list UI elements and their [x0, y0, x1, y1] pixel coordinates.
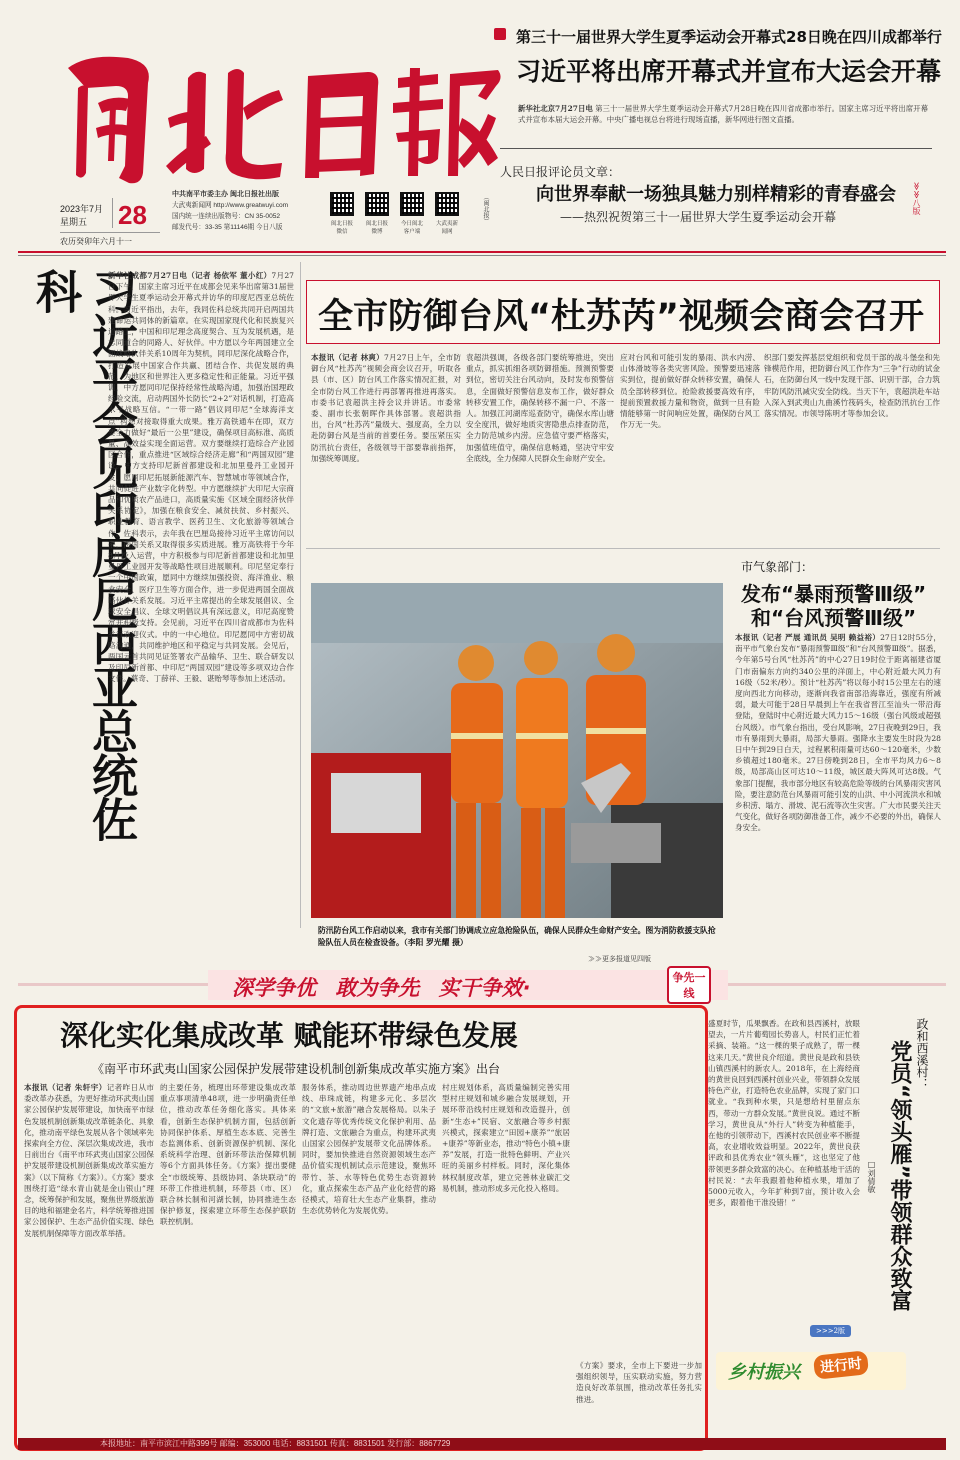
- top-news-body: 第三十一届世界大学生夏季运动会开幕式7月28日晚在四川省成都市举行。国家主席习近平将出席开幕式并宣布本届大运会开幕。中央广播电视总台将进行现场直播，新华网进行图文直播。: [518, 104, 928, 124]
- reform-headline[interactable]: 深化实化集成改革 赋能环带绿色发展: [60, 1019, 518, 1052]
- typhoon-headline[interactable]: 全市防御台风“杜苏芮”视频会商会召开: [318, 297, 925, 337]
- lunar-date: 农历癸卯年六月十一: [60, 237, 132, 246]
- top-news-kicker: 第三十一届世界大学生夏季运动会开幕式28日晚在四川成都举行: [516, 28, 942, 46]
- commentary-kicker: 人民日报评论员文章：: [500, 165, 621, 179]
- side-story-body: 盛夏时节，瓜果飘香。在政和县西溪村，放眼望去，一片片葡萄园长势喜人，村民们正忙着采摘、装箱。“这一棵的果子成熟了，帮一棵这来几天。”黄世良介绍道。黄世良是政和县铁山镇西溪村的新农人。2018年，在上海经商的黄世良回到西溪村创业兴业，带领群众发展特色产业，打造特色农业品牌，实现了家门口就业。“我到种水果，只是想给村里留点东西，带动一方群众发展。”黄世良说。通过不断学习，黄世良从“外行人”转变为种植能手，在他的引领带动下，西溪村农民创业率不断提高，农业增收效益明显。2022年，黄世良获评政和县优秀农业“领头雁”，这也坚定了他带领更多群众致富的决心。在种植基地干活的村民说：“去年我跟着他种植水果，增加了5000元收入，今年扩种到7亩，预计收入会更多，跟着他干准没错！”: [708, 1019, 860, 1208]
- issue-date-month: 2023年7月: [60, 204, 104, 214]
- sponsor-line: 中共南平市委主办 闽北日报社出版: [172, 191, 279, 198]
- issue-weekday: 星期五: [60, 217, 88, 227]
- reform-subtitle: 《南平市环武夷山国家公园保护发展带建设机制创新集成改革实施方案》出台: [92, 1062, 501, 1076]
- qr-label-app: 今日闽北客户端: [400, 221, 423, 235]
- rural-logo-text1: 乡村振兴: [728, 1362, 800, 1383]
- reform-body-col2: 的主要任务，梳理出环带建设集成改革重点事项清单48项，进一步明确责任单位，推动改革任务细化落实。具体来看，创新生态保护机制方面，包括创新协同保护体系、厚植生态本底、完善生态监测体系、创新资源保护机制、深化系统科学治理、创新环带法治保障机制等6个方面具体任务。《方案》提出要健全“市级统筹、县级协同、条块联动”的环带工作推进机制，环带县（市、区）联合林长制和河湖长制，协同推进生态保护修复，探索建立环带生态保护联防联控机制。: [160, 1083, 296, 1227]
- weather-body: 27日12时55分，南平市气象台发布“暴雨预警Ⅲ级”和“台风预警Ⅲ级”。据悉，今年第5号台风“杜苏芮”的中心27日19时位于距离福建省厦门市南偏东方向约340公里的洋面上，中心附近最大风力有16级（52米/秒）。预计“杜苏芮”将以每小时15公里左右的速度向西北方向移动，逐渐向我省南部沿海靠近，强度有所减弱，最大可能于28日早晨到上午在我省晋江至汕头一带沿海登陆，登陆时中心附近最大风力15～16级（强台风级或超强台风级）。市气象台指出，受台风影响，27日夜晚到29日，我市有暴雨到大暴雨，局部大暴雨。强降水主要发生时段为28日中午到29日白天，过程累积雨量可达60～120毫米，少数乡镇超过180毫米。27日傍晚到28日，全市平均风力6～8级，局部高山区可达10～11级，城区最大阵风可达8级。气象部门提醒，我市部分地区有较高危险等级的台风暴雨灾害风险，要注意防范台风暴雨可能引发的山洪、中小河流洪水和城乡积涝、塌方、滑坡、泥石流等次生灾害。广大市民要关注天气变化，做好各项防御准备工作，减少不必要的外出，确保人身安全。: [735, 633, 941, 833]
- photo-jump-link[interactable]: ≫≫更多报道见四版: [588, 955, 651, 963]
- wechat-qr-code[interactable]: [330, 192, 354, 216]
- issn-line: 国内统一连续出版物号：CN 35-0052: [172, 213, 281, 220]
- reform-body-col5: 《方案》要求，全市上下要进一步加强组织领导，压实联动实施，努力营造良好改革氛围，推动改革任务扎实推进。: [576, 1361, 702, 1404]
- top-news-headline[interactable]: 习近平将出席开幕式并宣布大运会开幕: [516, 57, 942, 86]
- typhoon-body-col2: 袁超洪强调，各级各部门要统筹推进，突出重点，抓实抓细各项防御措施。预测预警要到位，密切关注台风动向，及时发布预警信息，全面做好预警信息发布工作，做好群众转移安置工作，确保转移不漏一户、不落一人。加强江河湖库巡查防守，确保水库山塘安全度汛，做好地质灾害隐患点排查防范，全力防范城乡内涝。应急值守要严格落实，加强值班值守，确保信息畅通，坚决守牢安全底线，全力保障人民群众生命财产安全。: [466, 353, 614, 463]
- lead-left-body: 7月27日下午，国家主席习近平在成都会见来华出席第31届世界大学生夏季运动会开幕式并访华的印度尼西亚总统佐科。习近平指出，去年，我同佐科总统共同开启两国共建命运共同体的新篇章。在实现国家现代化和民族复兴道路上，中国和印尼理念高度契合、互为发展机遇，是志同道合的同路人、好伙伴。中方愿以今年两国建立全面战略伙伴关系10周年为契机，同印尼深化战略合作，打造发展中国家合作共赢、团结合作、共促发展的典范，为地区和世界注入更多稳定性和正能量。习近平强调，中方愿同印尼保持经常性战略沟通，加强治国理政经验交流，启动两国外长防长“2+2”对话机制，打造高水平战略互信。“一带一路”倡议同印尼“全球海洋支点”构想对接取得重大成果。雅万高铁通车在即，双方要全力做好“最后一公里”建设，确保项目高标准、高质量、高效益实现全面运营。双方要继续打造综合产业园区合作，重点推进“区域综合经济走廊”和“两国双园”建设。中方支持印尼新首都建设和北加里曼丹工业园开发，愿同印尼拓展新能源汽车、智慧城市等领域合作，共同促进产业数字化转型。中方愿继续扩大印尼大宗商品和优质农产品进口，高质量实施《区域全面经济伙伴关系协定》，加强在粮食安全、减贫扶贫、乡村振兴、职业教育、语言教学、医药卫生、文化旅游等领域合作。佐科表示，去年我在巴厘岛接待习近平主席访问以来，两国关系又取得很多实质进展。雅万高铁将于今年8月投入运营，中方积极参与印尼新首都建设和北加里曼丹工业园开发等战略性项目进展顺利。印尼坚定奉行一个中国政策，愿同中方继续加强投资、海洋渔业、粮食安全、医疗卫生等方面合作，进一步促进两国全面战略伙伴关系发展。习近平主席提出的全球发展倡议、全球安全倡议、全球文明倡议具有深远意义，印尼高度赞赏并积极支持。会见前，习近平在四川省成都市为佐科举行欢迎仪式。中的一中心地位。印尼愿同中方密切战略沟通，共同维护地区和平稳定与共同发展。会见后，两国元首共同见证签署农产品输华、卫生、联合研发以及印尼新首都、中印尼“两国双园”建设等多项双边合作文件。蔡奇、丁薛祥、王毅、谌贻琴等参加上述活动。: [108, 271, 294, 684]
- website-line: 大武夷新闻网 http://www.greatwuyi.com: [172, 202, 289, 209]
- lead-left-headline[interactable]: 习近平会见印度尼西亚总统佐科: [29, 268, 139, 840]
- top-news-dateline: 新华社北京7月27日电: [518, 104, 593, 113]
- side-story-byline: □刘倩敏: [867, 1160, 876, 1193]
- reform-dateline: 本报讯（记者 朱轩宇）: [24, 1083, 107, 1092]
- side-story-kicker: 政和西溪村：: [915, 1018, 929, 1090]
- photo-caption: 防汛防台风工作启动以来，我市有关部门协调成立应急抢险队伍，确保人民群众生命财产安全。图为消防救援支队抢险队伍人员在检查设备。: [318, 926, 716, 947]
- website-qr-code[interactable]: [435, 192, 459, 216]
- weather-title-line2[interactable]: 和“台风预警Ⅲ级”: [751, 606, 917, 630]
- banner-mid: 敢为争先: [335, 976, 420, 1000]
- photo-credit: （李阳 罗光耀 摄）: [403, 938, 468, 947]
- rescue-team-photo[interactable]: [311, 583, 723, 918]
- weather-dateline: 本报讯（记者 严展 通讯员 吴明 赖益裕）: [735, 633, 881, 642]
- banner-right: 实干争效·: [438, 976, 531, 1000]
- qr-label-website: 大武夷新闻网: [435, 221, 458, 235]
- typhoon-body-col4: 织部门要发挥基层党组织和党员干部的战斗堡垒和先锋模范作用，把防御台风工作作为“三争”行动的试金石，在防御台风一线中发现干部、识别干部，合力筑牢防风防汛减灾安全防线。当天下午，袁超洪赴车站入深入到武夷山九曲溪竹筏码头，检查防汛抗台工作落实情况。市领导陈明才等参加会议。: [764, 353, 940, 419]
- side-story-title[interactable]: 党员“领头雁”带领群众致富: [887, 1040, 912, 1311]
- commentary-title[interactable]: 向世界奉献一场独具魅力别样精彩的青春盛会: [536, 184, 896, 205]
- qr-label-weibo: 闽北日报微博: [365, 221, 388, 235]
- qr-label-wechat: 闽北日报微信: [330, 221, 353, 235]
- commentary-subtitle: ——热烈祝贺第三十一届世界大学生夏季运动会开幕: [560, 210, 837, 224]
- postal-line: 邮发代号：33-35 第11146期 今日八版: [172, 224, 283, 231]
- side-story-jump-link[interactable]: >>>2版: [810, 1325, 851, 1337]
- footer-text: 本报地址：南平市滨江中路399号 邮编：353000 电话：8831501 传真：8831501 发行部：8867729: [100, 1439, 451, 1448]
- weather-title-line1[interactable]: 发布“暴雨预警Ⅲ级”: [741, 582, 927, 606]
- reform-body-col3: 服务体系，推动周边世界遗产地串点成线、串珠成链，构建多元化、多层次的“文旅+旅游”融合发展格局。以朱子文化遗存等优秀传统文化保护利用、品牌打造、文旅融合为重点，构建环武夷山国家公园保护发展带文化品牌体系。同时，要加快推进自然资源领域生态产品价值实现机制试点示范建设，聚焦环带竹、茶、水等特色优势生态资源转化，重点探索生态产品产业化经营的路径模式，培育壮大生态产业集群，推动生态优势转化为发展优势。: [302, 1083, 436, 1216]
- issue-day-number: 28: [118, 200, 147, 230]
- banner-left: 深学争优: [232, 976, 316, 1000]
- newspaper-logo: [58, 48, 510, 188]
- weather-kicker: 市气象部门：: [741, 560, 814, 574]
- reform-body-col1: 记者昨日从市委改革办获悉，为更好推动环武夷山国家公园保护发展带建设，加快南平市绿色发展机制创新集成改革链条化、具象化，推动南平绿色发展从各个领域率先探索向全方位、深层次集成改进，我市日前出台《南平市环武夷山国家公园保护发展带建设机制创新集成改革实施方案》（以下简称《方案》）。《方案》要求围绕打造“绿水青山就是金山银山”理念，统筹保护和发展，聚焦世界级旅游目的地和福建金名片，科学统筹推进国家公园保护、生态产品价值实现、绿色发展机制保障等方面改革举措。: [24, 1083, 154, 1238]
- typhoon-body-col1: 7月27日上午，全市防御台风“杜苏芮”视频会商会议召开，听取各县（市、区）防台风工作落实情况汇报，对全市防台风工作进行再部署再推进再落实。市委书记袁超洪主持会议并讲话。市委常委、副市长张朝晖作具体部署。袁超洪指出，台风“杜苏芮”量级大、强度高，全力以赴防御台风是当前的首要任务。要压紧压实防汛抗台责任，各级领导干部要靠前指挥，加强统筹调度。: [311, 353, 461, 463]
- weibo-qr-code[interactable]: [365, 192, 389, 216]
- reform-body-col4: 村庄规划体系，高质量编制完善实用型村庄规划和城乡融合发展规划，开展环带沿线村庄规划和改造提升，创新“生态+”民宿、文旅融合等乡村振兴模式，探索建立“田园+康养”“旅居+康养”等新业态，推动“特色小镇+康养”发展，打造一批特色鲜明、产业兴旺的美丽乡村样板。同时，深化集体林权制度改革，建立完善林业碳汇交易机制，推动形成多元化投入格局。: [442, 1083, 570, 1193]
- commentary-page-ref[interactable]: ≫≫八版: [912, 182, 921, 215]
- newspaper-side-label: （闽北报）: [482, 194, 488, 224]
- typhoon-body-col3: 应对台风和可能引发的暴雨、洪水内涝、山体滑坡等各类灾害风险。预警要迅速落实到位，提前做好群众转移安置，确保人员全部转移到位。抢险救援要高效有序，提前预置救援力量和物资，做到一旦有险情能够第一时间响应处置，确保防台风工作万无一失。: [620, 353, 760, 430]
- rural-logo-text2: 进行时: [813, 1350, 869, 1380]
- lead-left-dateline: 新华社成都7月27日电（记者 杨依军 董小红）: [108, 271, 272, 280]
- typhoon-dateline: 本报讯（记者 林爽）: [311, 353, 384, 362]
- banner-badge: 争先一线: [667, 966, 711, 1004]
- app-qr-code[interactable]: [400, 192, 424, 216]
- top-news-marker-icon: [494, 28, 506, 40]
